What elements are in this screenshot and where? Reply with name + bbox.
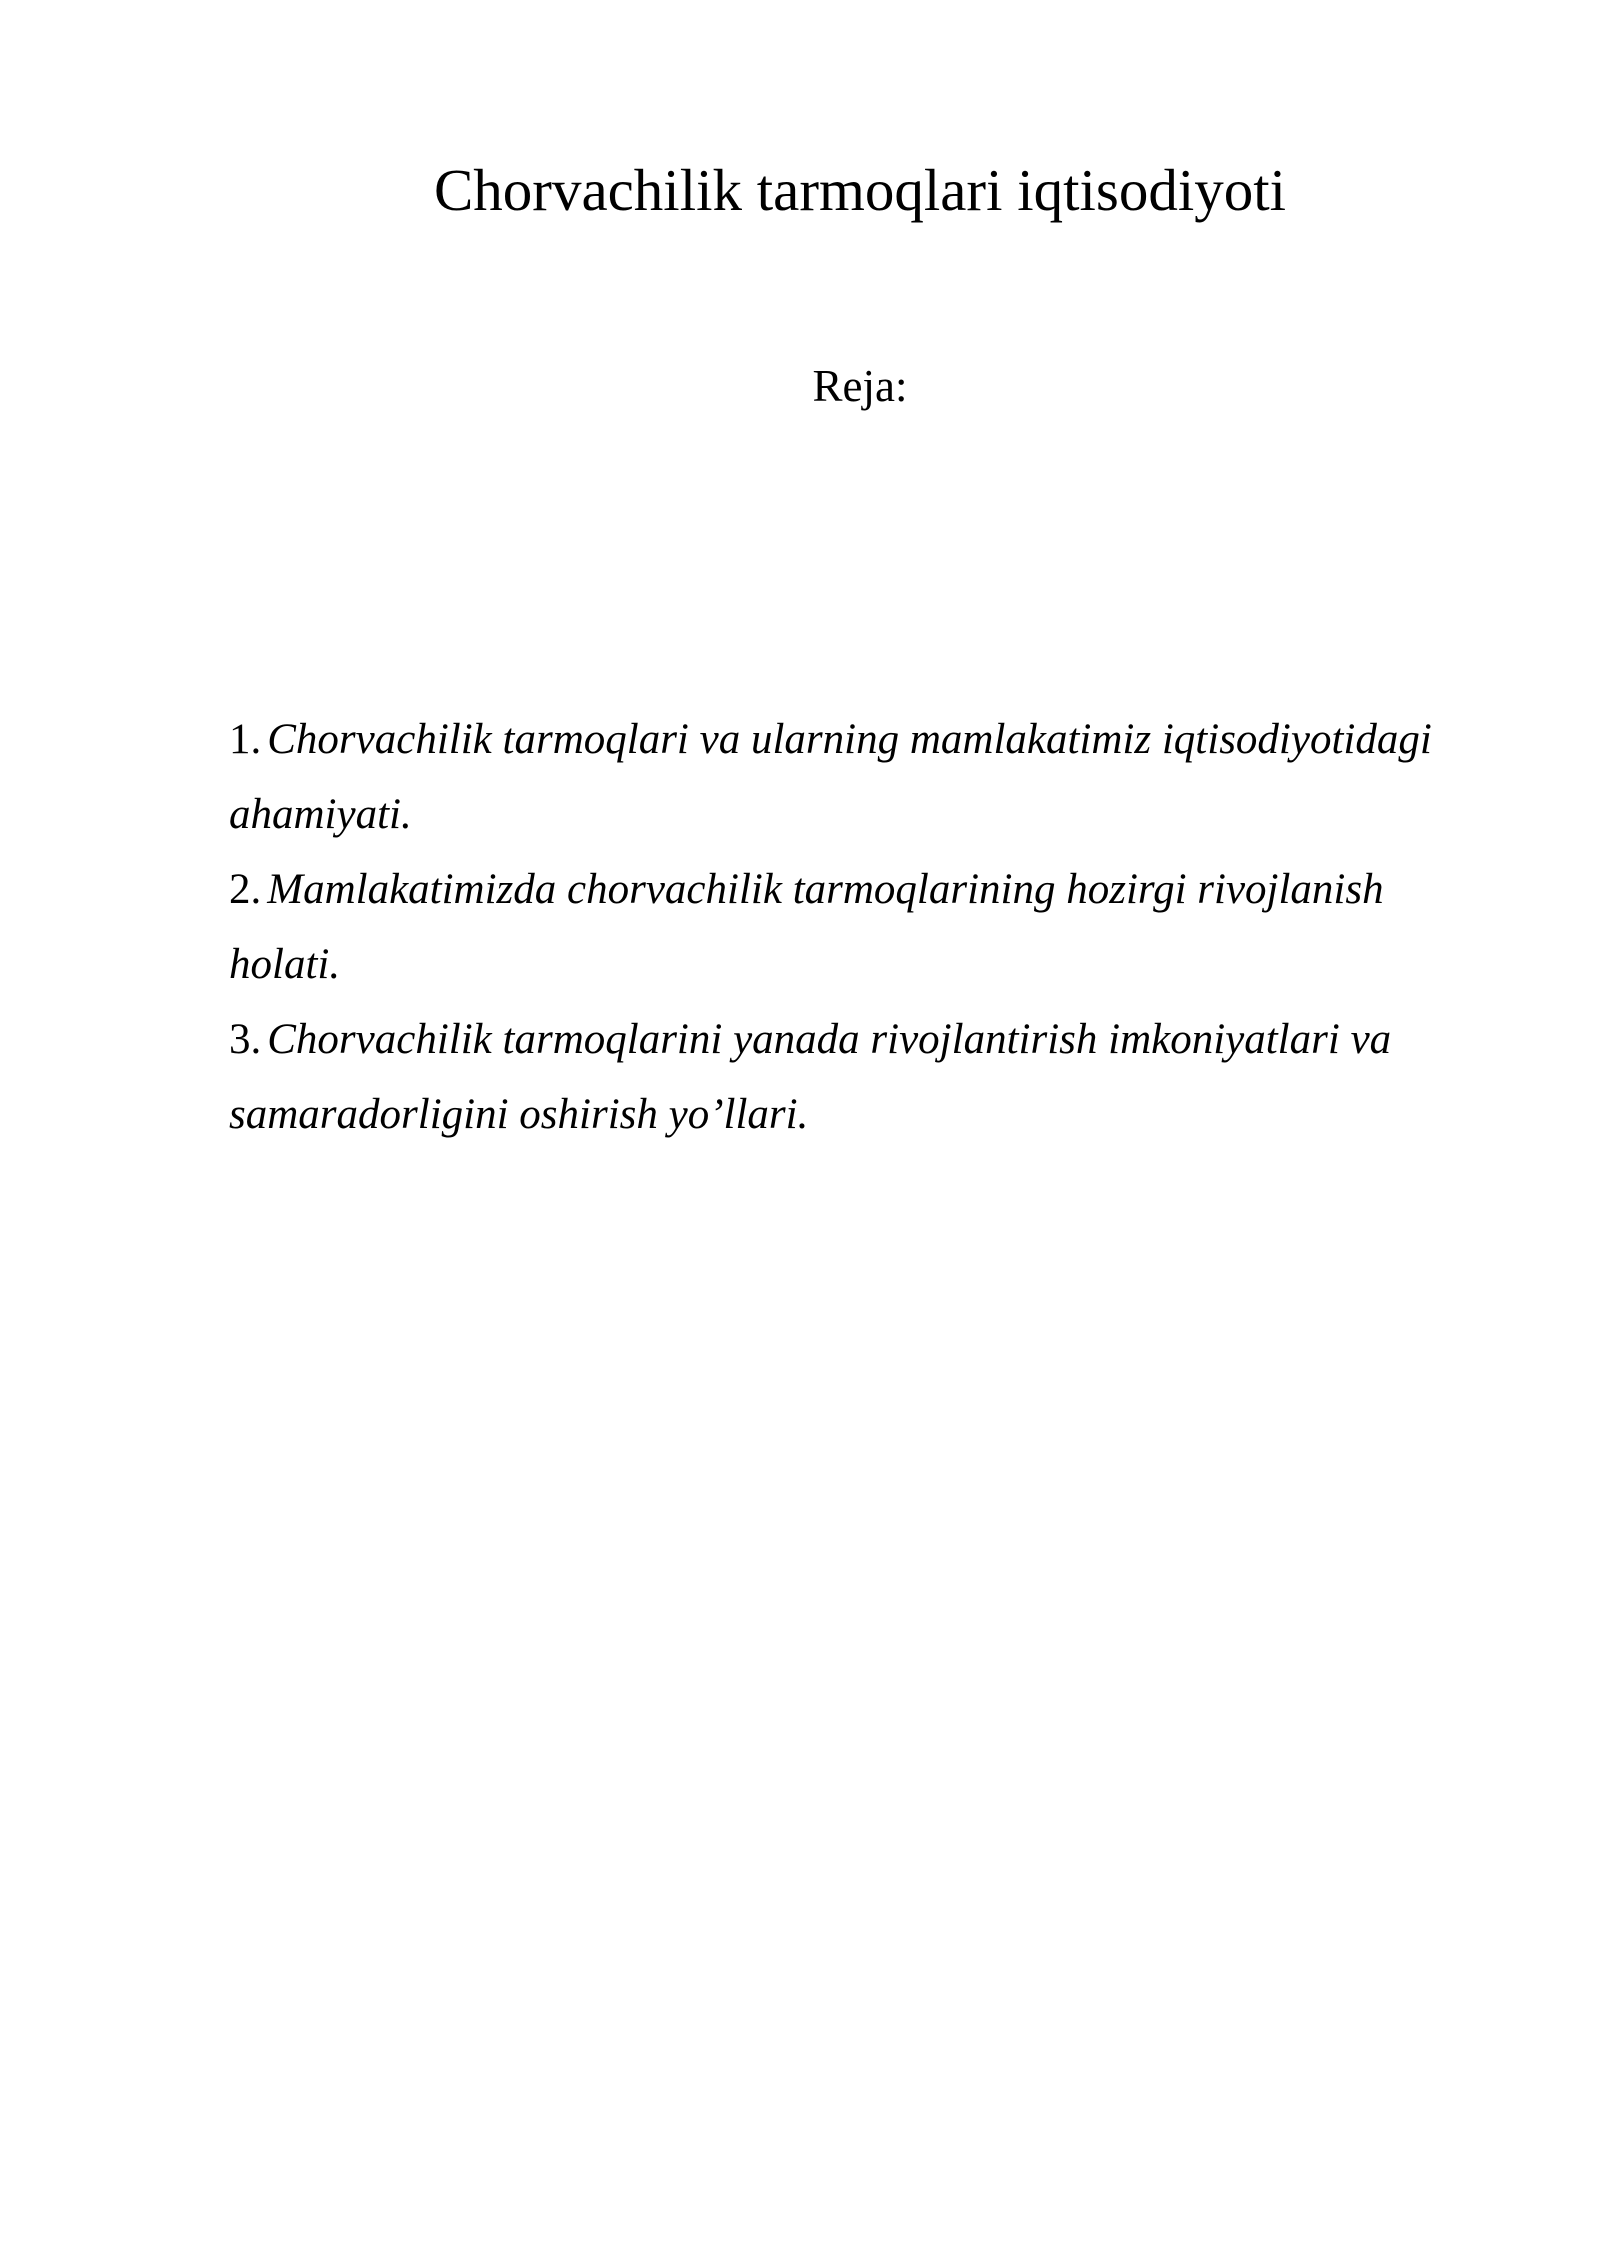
plan-item-text: Chorvachilik tarmoqlarini yanada rivojlantirish imkoniyatlari va samaradorligini oshirish yo’llari.	[229, 1016, 1392, 1138]
plan-item-2	[229, 852, 1459, 1002]
plan-item-number: 3.	[229, 1016, 262, 1063]
plan-item-text: Mamlakatimizda chorvachilik tarmoqlarining hozirgi rivojlanish holati.	[229, 866, 1384, 988]
plan-heading: Reja:	[812, 361, 908, 411]
plan-item-1	[229, 702, 1459, 852]
plan-item-text: Chorvachilik tarmoqlari va ularning mamlakatimiz iqtisodiyotidagi ahamiyati.	[229, 716, 1432, 838]
plan-item-number: 1.	[229, 716, 262, 763]
document-title: Chorvachilik tarmoqlari iqtisodiyoti	[433, 157, 1287, 223]
plan-list	[229, 702, 1459, 1152]
plan-item-3	[229, 1002, 1459, 1152]
plan-item-number: 2.	[229, 866, 262, 913]
